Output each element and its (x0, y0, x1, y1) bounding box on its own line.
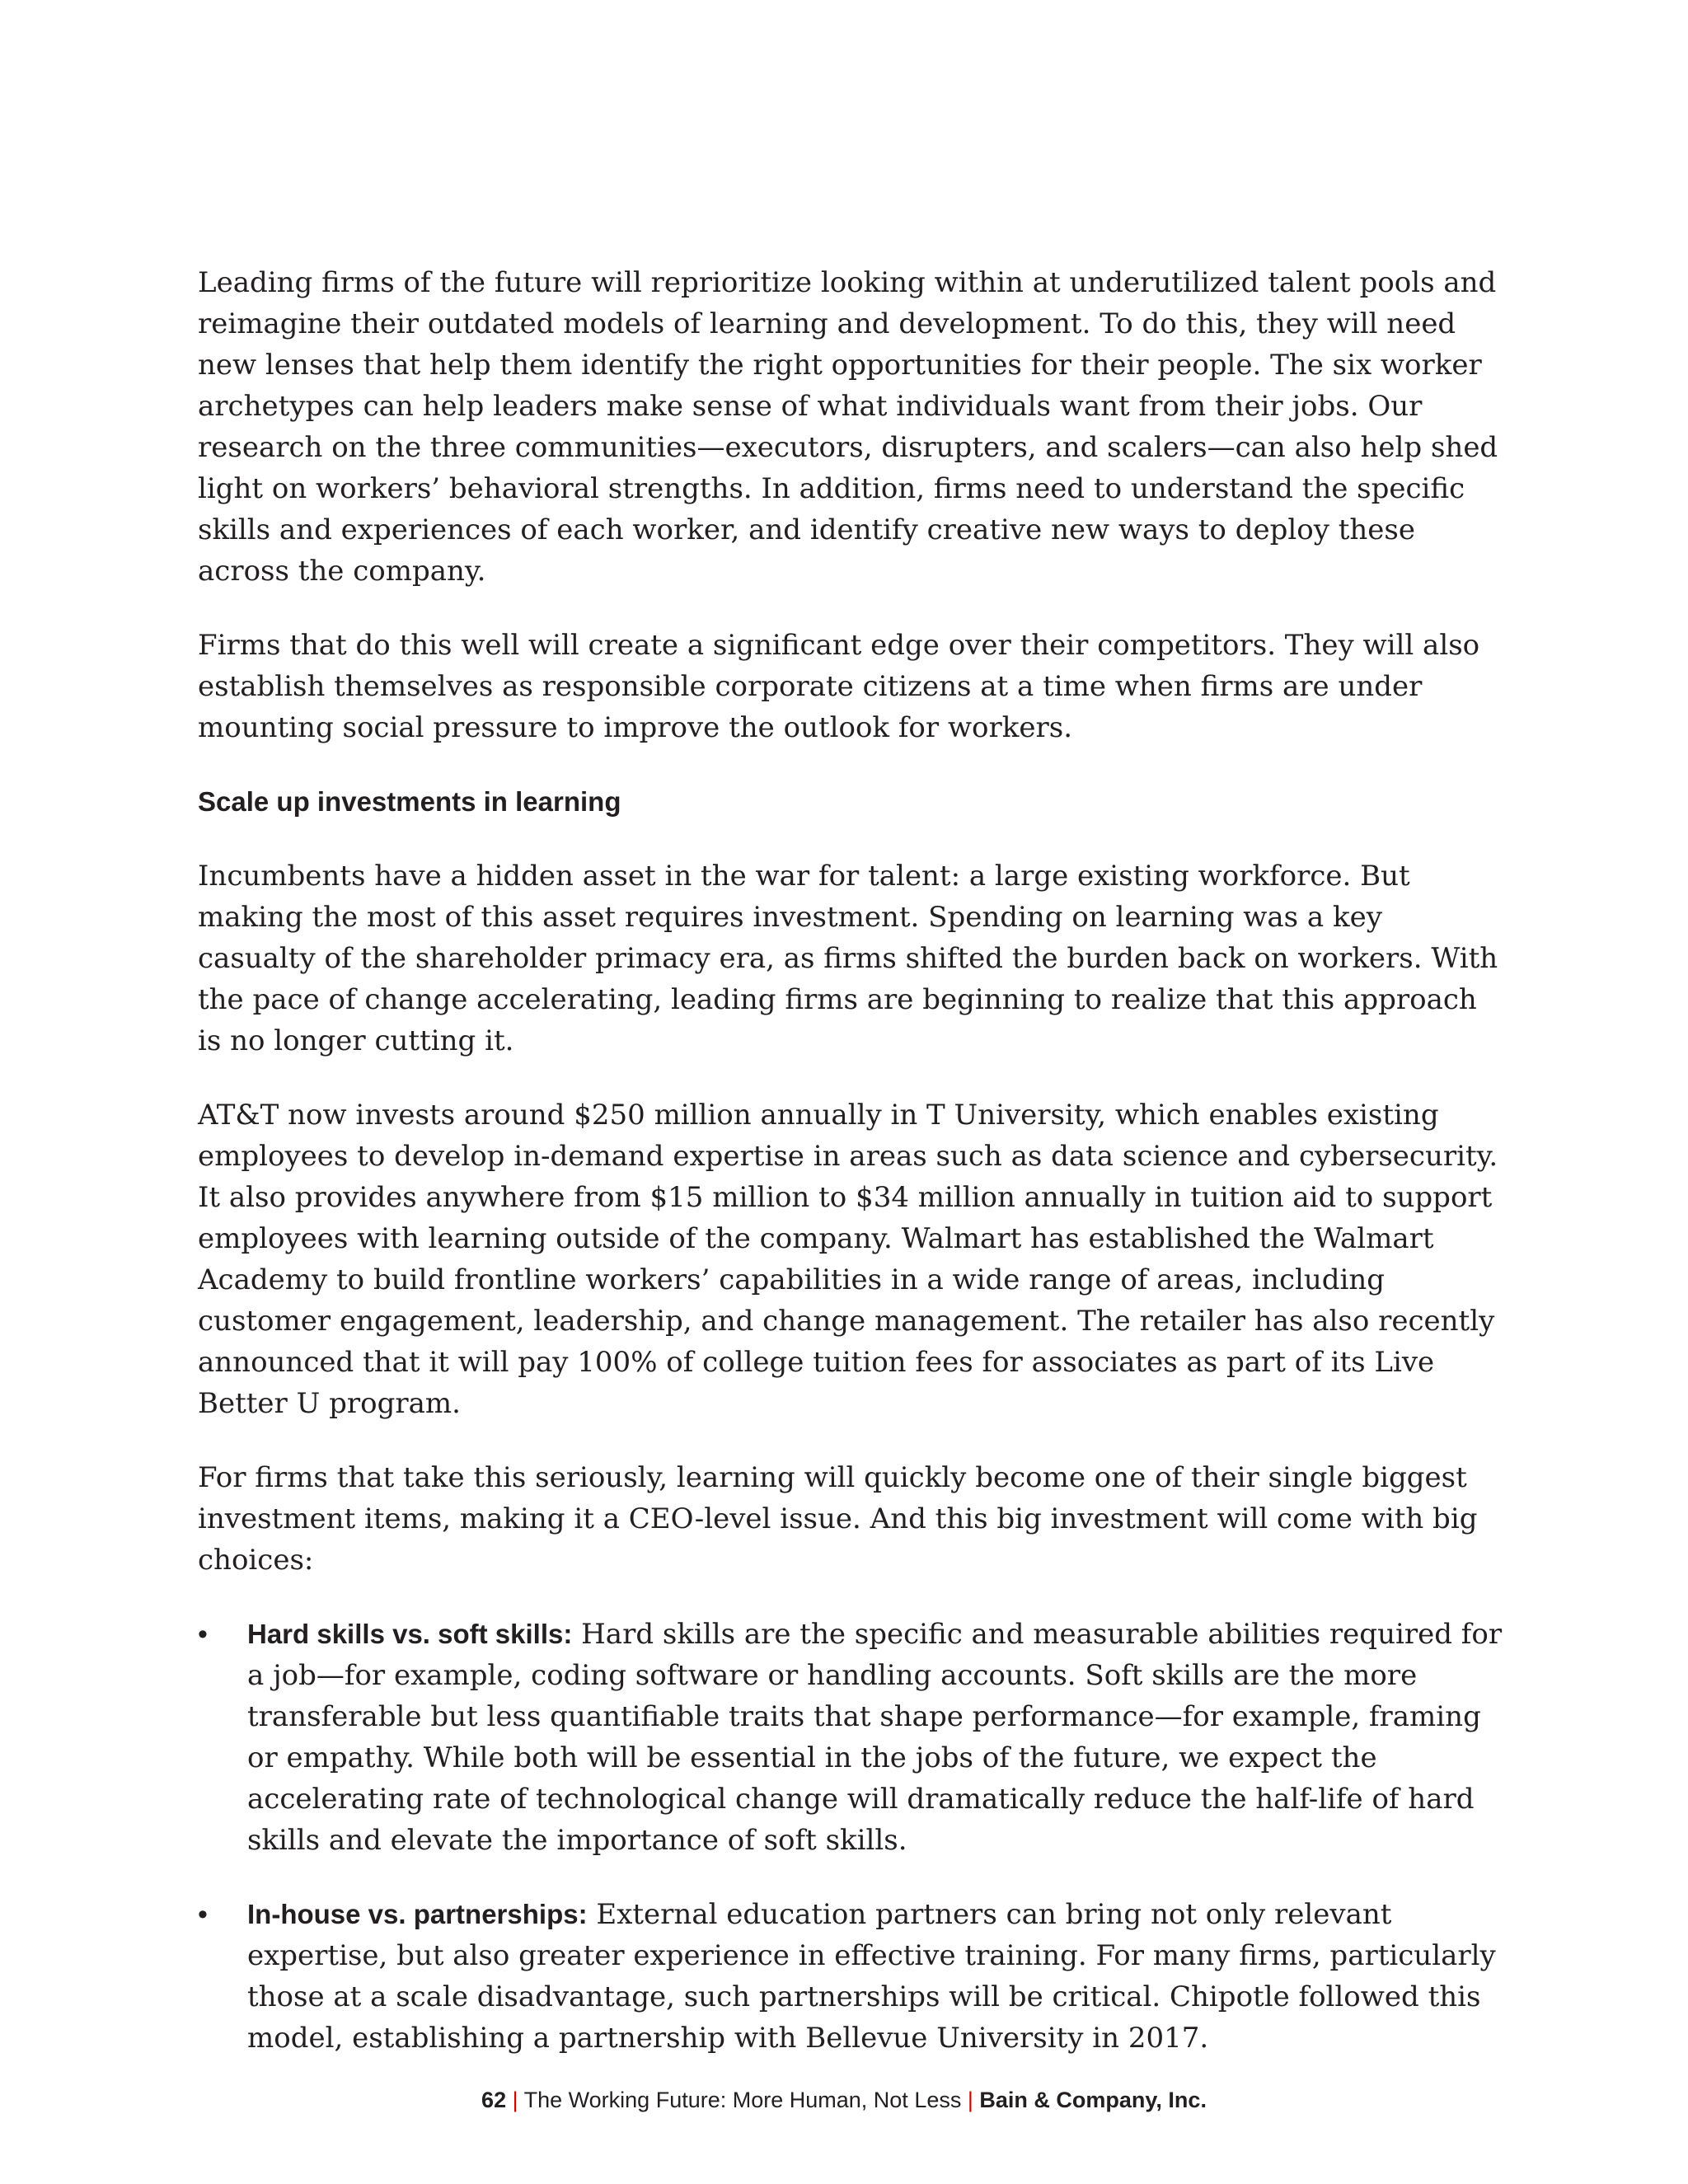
page-body (198, 262, 1508, 2092)
list-item (198, 1894, 1508, 2059)
bullet-text: External education partners can bring not only relevant expertise, but also greater experience in effective training. For many firms, particularly those at a scale disadvantage, such partnerships will be critical. Chipotle followed this model, establishing a partnership with Bellevue University in 2017. (247, 1898, 1496, 2055)
bullet-text: Hard skills are the specific and measurable abilities required for a job—for example, coding software or handling accounts. Soft skills are the more transferable but less quantifiable traits that shape performance—for example, framing or empathy. While both will be essential in the jobs of the future, we expect the accelerating rate of technological change will dramatically reduce the half-life of hard skills and elevate the importance of soft skills. (247, 1618, 1503, 1857)
intro-paragraph-1: Leading firms of the future will reprioritize looking within at underutilized talent pools and reimagine their outdated models of learning and development. To do this, they will need new lenses that help them identify the right opportunities for their people. The six worker archetypes can help leaders make sense of what individuals want from their jobs. Our research on the three communities—executors, disrupters, and scalers—can also help shed light on workers’ behavioral strengths. In addition, firms need to understand the specific skills and experiences of each worker, and identify creative new ways to deploy these across the company. (198, 266, 1498, 588)
section-paragraph-3: For firms that take this seriously, learning will quickly become one of their single biggest investment items, making it a CEO-level issue. And this big investment will come with big choices: (198, 1461, 1478, 1577)
footer-title: The Working Future: More Human, Not Less (523, 2088, 962, 2112)
section-paragraph-2: AT&T now invests around $250 million annually in T University, which enables existing employees to develop in-demand expertise in areas such as data science and cybersecurity. It also provides anywhere from $15 million to $34 million annually in tuition aid to support employees with learning outside of the company. Walmart has established the Walmart Academy to build frontline workers’ capabilities in a wide range of areas, including customer engagement, leadership, and change management. The retailer has also recently announced that it will pay 100% of college tuition fees for associates as part of its Live Better U program. (198, 1099, 1498, 1420)
section-paragraph-1: Incumbents have a hidden asset in the war for talent: a large existing workforce. But making the most of this asset requires investment. Spending on learning was a key casualty of the shareholder primacy era, as firms shifted the burden back on workers. With the pace of change accelerating, leading firms are beginning to realize that this approach is no longer cutting it. (198, 860, 1498, 1057)
page-number: 62 (481, 2088, 507, 2112)
bullet-icon: • (198, 1619, 208, 1650)
footer-organization: Bain & Company, Inc. (979, 2088, 1207, 2112)
list-item (198, 1614, 1508, 1861)
section-heading: Scale up investments in learning (198, 786, 621, 817)
bullet-icon: • (198, 1899, 208, 1930)
bullet-term: Hard skills vs. soft skills: (247, 1619, 573, 1649)
page-footer (0, 2083, 1688, 2116)
choices-list (198, 1614, 1508, 2059)
footer-separator: | (967, 2088, 973, 2112)
intro-paragraph-2: Firms that do this well will create a significant edge over their competitors. They will also establish themselves as responsible corporate citizens at a time when firms are under mounting social pressure to improve the outlook for workers. (198, 629, 1480, 744)
bullet-term: In-house vs. partnerships: (247, 1899, 588, 1929)
footer-separator: | (512, 2088, 518, 2112)
